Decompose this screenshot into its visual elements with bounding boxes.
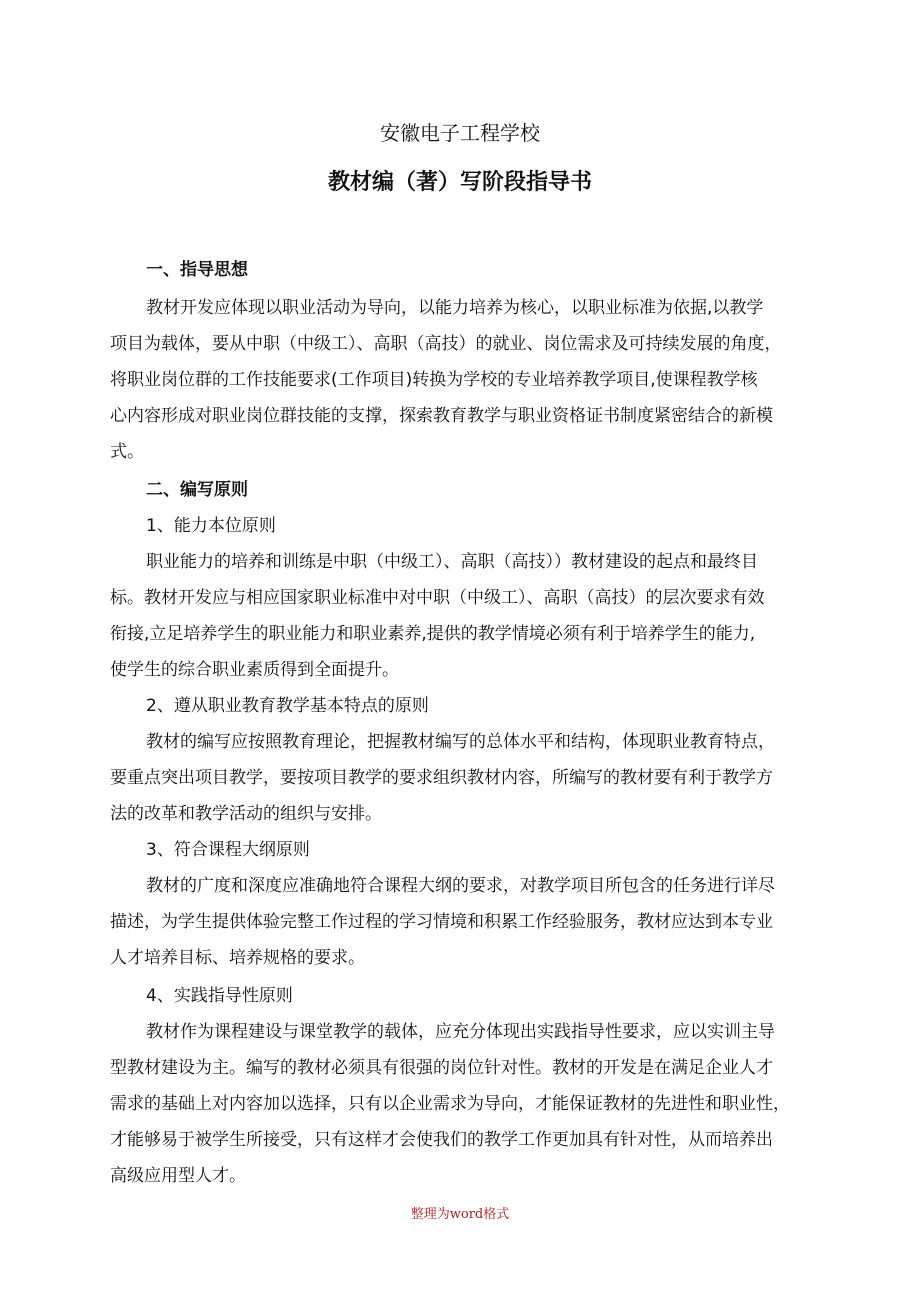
paragraph-line: 将职业岗位群的工作技能要求(工作项目)转换为学校的专业培养教学项目,使课程教学核 [110,370,758,390]
subsection-title-ability: 1、能力本位原则 [146,516,276,536]
paragraph-line: 职业能力的培养和训练是中职（中级工）、高职（高技））教材建设的起点和最终目 [146,552,758,572]
paragraph-line: 教材的广度和深度应准确地符合课程大纲的要求，对教学项目所包含的任务进行详尽 [146,876,775,896]
paragraph-line: 人才培养目标、培养规格的要求。 [110,948,365,968]
paragraph-line: 式。 [110,442,144,462]
paragraph-line: 法的改革和教学活动的组织与安排。 [110,804,382,824]
paragraph-line: 型教材建设为主。编写的教材必须具有很强的岗位针对性。教材的开发是在满足企业人才 [110,1058,773,1078]
paragraph-line: 教材的编写应按照教育理论，把握教材编写的总体水平和结构，体现职业教育特点， [146,732,775,752]
subsection-title-syllabus: 3、符合课程大纲原则 [146,840,310,860]
paragraph-line: 教材开发应体现以职业活动为导向，以能力培养为核心，以职业标准为依据,以教学 [146,298,764,318]
subsection-title-vocational: 2、遵从职业教育教学基本特点的原则 [146,696,429,716]
school-name: 安徽电子工程学校 [380,121,540,145]
section-heading-principles: 二、编写原则 [146,480,248,500]
paragraph-line: 需求的基础上对内容加以选择，只有以企业需求为导向，才能保证教材的先进性和职业性， [110,1094,790,1114]
document-title: 教材编（著）写阶段指导书 [327,170,592,195]
paragraph-line: 描述，为学生提供体验完整工作过程的学习情境和积累工作经验服务，教材应达到本专业 [110,912,773,932]
paragraph-line: 才能够易于被学生所接受，只有这样才会使我们的教学工作更加具有针对性，从而培养出 [110,1130,773,1150]
paragraph-line: 心内容形成对职业岗位群技能的支撑，探索教育教学与职业资格证书制度紧密结合的新模 [110,406,773,426]
paragraph-line: 衔接,立足培养学生的职业能力和职业素养,提供的教学情境必须有利于培养学生的能力, [110,624,756,644]
paragraph-line: 项目为载体，要从中职（中级工）、高职（高技）的就业、岗位需求及可持续发展的角度， [110,334,782,354]
subsection-title-practice: 4、实践指导性原则 [146,986,293,1006]
paragraph-line: 教材作为课程建设与课堂教学的载体，应充分体现出实践指导性要求，应以实训主导 [146,1022,775,1042]
paragraph-line: 要重点突出项目教学，要按项目教学的要求组织教材内容，所编写的教材要有利于教学方 [110,768,773,788]
paragraph-line: 标。教材开发应与相应国家职业标准中对中职（中级工）、高职（高技）的层次要求有效 [110,588,765,608]
footer-note: 整理为word格式 [410,1207,510,1222]
paragraph-line: 使学生的综合职业素质得到全面提升。 [110,660,399,680]
paragraph-line: 高级应用型人才。 [110,1166,246,1186]
section-heading-guiding-idea: 一、指导思想 [146,260,248,280]
